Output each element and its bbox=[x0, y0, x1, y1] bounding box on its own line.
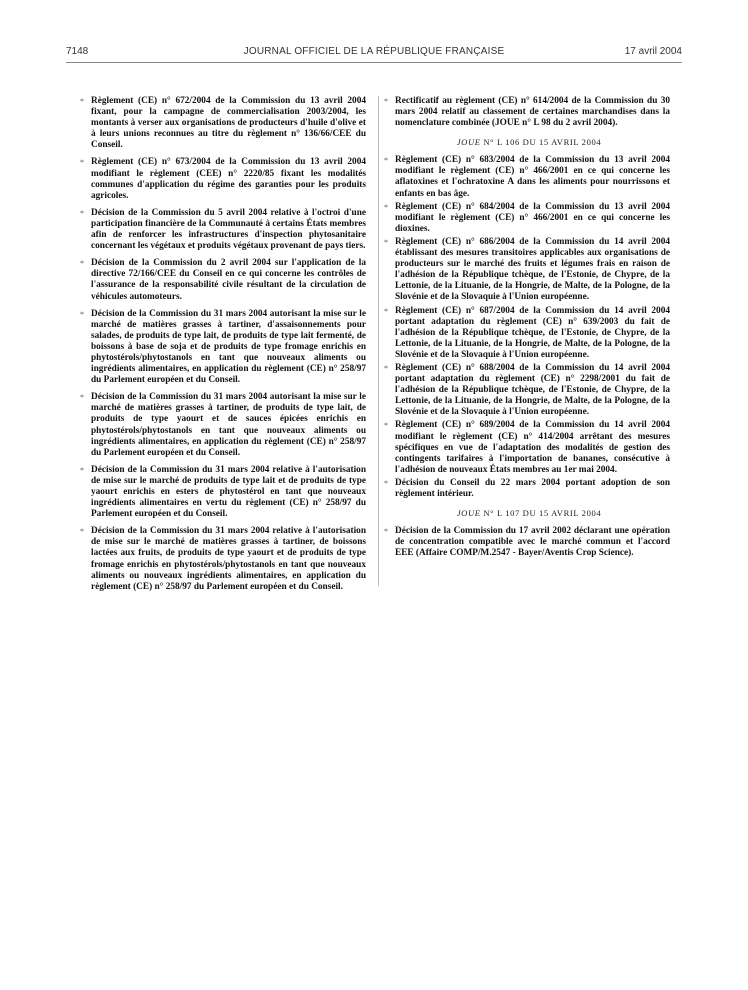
list-item bbox=[80, 464, 366, 520]
list-item bbox=[384, 477, 670, 500]
list-item bbox=[384, 362, 670, 418]
section-l107-list bbox=[384, 526, 670, 559]
entry-text: Règlement (CE) n° 689/2004 de la Commission du 14 avril 2004 modifiant le règlement (CE) n° 414/2004 arrêtant des mesures spécifiques en vue de l'adaptation des modalités de gestion des contingents tarifaires à l'importation de bananes, consécutive à l'adhésion de nouveaux États membres au 1er mai 2004. bbox=[395, 420, 670, 475]
page-header bbox=[66, 44, 682, 63]
entry-text: Décision de la Commission du 31 mars 2004 autorisant la mise sur le marché de matières grasses à tartiner, d'assaisonnements pour salades, de produits de type lait, de produits de type lait fermenté, de boissons à base de soja et de produits de type fromage enrichis en phytostérols/phytostanols en tant que nouveaux aliments ou ingrédients alimentaires, en application du règlement (CE) n° 258/97 du Parlement européen et du Conseil. bbox=[91, 308, 366, 386]
bullet-marker: * bbox=[384, 527, 388, 537]
entry-text: Règlement (CE) n° 672/2004 de la Commission du 13 avril 2004 fixant, pour la campagne de commercialisation 2003/2004, les montants à verser aux organisations de producteurs d'huile d'olive et à leurs unions reconnues au titre du règlement n° 136/66/CEE du Conseil. bbox=[91, 96, 366, 151]
bullet-marker: * bbox=[80, 309, 84, 319]
entry-text: Décision de la Commission du 31 mars 2004 relative à l'autorisation de mise sur le marché de produits de type lait et de produits de type yaourt enrichis en esters de phytostérol en tant que nouveaux ingrédients alimentaires en vertu du règlement (CE) n° 258/97 du Parlement européen et du Conseil. bbox=[91, 464, 366, 520]
bullet-marker: * bbox=[80, 465, 84, 475]
column-divider bbox=[378, 96, 379, 586]
page-number: 7148 bbox=[66, 46, 89, 57]
entry-text: Règlement (CE) n° 686/2004 de la Commission du 14 avril 2004 établissant des mesures transitoires applicables aux organisations de producteurs sur le marché des fruits et légumes frais en raison de l'adhésion de la République tchèque, de l'Estonie, de Chypre, de la Lettonie, de la Lituanie, de la Hongrie, de Malte, de la Pologne, de la Slovénie et de la Slovaquie à l'Union européenne. bbox=[395, 236, 670, 303]
list-item bbox=[384, 201, 670, 235]
list-item bbox=[384, 305, 670, 361]
list-item bbox=[384, 420, 670, 475]
journal-title: JOURNAL OFFICIEL DE LA RÉPUBLIQUE FRANÇAISE bbox=[243, 46, 505, 57]
entry-text: Rectificatif au règlement (CE) n° 614/2004 de la Commission du 30 mars 2004 relatif au classement de certaines marchandises dans la nomenclature combinée (JOUE n° L 98 du 2 avril 2004). bbox=[395, 96, 670, 129]
entry-text: Décision de la Commission du 2 avril 2004 sur l'application de la directive 72/166/CEE du Conseil en ce qui concerne les contrôles de l'assurance de la responsabilité civile résultant de la circulation de véhicules automoteurs. bbox=[91, 258, 366, 302]
entry-text: Décision de la Commission du 31 mars 2004 autorisant la mise sur le marché de matières grasses à tartiner, de produits de type lait, de produits de type yaourt et de sauces épicées enrichis en phytostérols/phytostanols en tant que nouveaux aliments ou ingrédients alimentaires, en application du règlement (CE) n° 258/97 du Parlement européen et du Conseil. bbox=[91, 392, 366, 458]
list-item bbox=[80, 392, 366, 459]
bullet-marker: * bbox=[384, 363, 388, 373]
bullet-marker: * bbox=[80, 208, 84, 218]
bullet-marker: * bbox=[80, 527, 84, 537]
issue-date: 17 avril 2004 bbox=[624, 46, 682, 57]
left-column bbox=[80, 96, 366, 599]
bullet-marker: * bbox=[384, 202, 388, 212]
list-item bbox=[80, 207, 366, 252]
entry-text: Décision de la Commission du 17 avril 2002 déclarant une opération de concentration compatible avec le marché commun et l'accord EEE (Affaire COMP/M.2547 - Bayer/Aventis Crop Science). bbox=[395, 526, 670, 559]
list-item bbox=[384, 236, 670, 304]
list-item bbox=[80, 96, 366, 151]
bullet-marker: * bbox=[384, 421, 388, 431]
right-column bbox=[384, 96, 670, 561]
entry-text: Règlement (CE) n° 673/2004 de la Commission du 13 avril 2004 modifiant le règlement (CEE) n° 2220/85 fixant les modalités communes d'application du régime des garanties pour les produits agricoles. bbox=[91, 157, 366, 201]
list-item bbox=[384, 526, 670, 559]
list-item bbox=[80, 157, 366, 201]
list-item bbox=[80, 308, 366, 387]
bullet-marker: * bbox=[80, 393, 84, 403]
list-item bbox=[80, 526, 366, 593]
bullet-marker: * bbox=[80, 259, 84, 269]
entry-text: Règlement (CE) n° 687/2004 de la Commission du 14 avril 2004 portant adaptation du règlement (CE) n° 639/2003 du fait de l'adhésion de la République tchèque, de l'Estonie, de Chypre, de la Lettonie, de la Lituanie, de la Hongrie, de Malte, de la Pologne, de la Slovénie et de la Slovaquie à l'Union européenne. bbox=[395, 305, 670, 360]
entry-text: Décision de la Commission du 5 avril 2004 relative à l'octroi d'une participation financière de la Communauté à certains États membres afin de renforcer les infrastructures d'inspection phytosanitaire concernant les végétaux et produits végétaux provenant de pays tiers. bbox=[91, 207, 366, 252]
entry-text: Règlement (CE) n° 688/2004 de la Commission du 14 avril 2004 portant adaptation du règlement (CE) n° 2298/2001 du fait de l'adhésion de la République tchèque, de l'Estonie, de Chypre, de la Lettonie, de la Lituanie, de la Hongrie, de Malte, de la Pologne, de la Slovénie et de la Slovaquie à l'Union européenne. bbox=[395, 362, 670, 418]
section-heading-l107: JOUE N° L 107 DU 15 AVRIL 2004 bbox=[456, 508, 602, 519]
entry-text: Règlement (CE) n° 683/2004 de la Commission du 13 avril 2004 modifiant le règlement (CE) n° 466/2001 en ce qui concerne les aflatoxines et l'ochratoxine A dans les aliments pour nourrissons et enfants en bas âge. bbox=[395, 155, 670, 199]
bullet-marker: * bbox=[384, 156, 388, 166]
section-heading-l106: JOUE N° L 106 DU 15 AVRIL 2004 bbox=[456, 137, 602, 148]
entry-text: Décision de la Commission du 31 mars 2004 relative à l'autorisation de mise sur le marché de matières grasses à tartiner, de boissons lactées aux fruits, de produits de type yaourt et de produits de type fromage enrichis en phytostérols/phytostanols en tant que nouveaux aliments ou nouveaux ingrédients alimentaires, en application du règlement (CE) n° 258/97 du Parlement européen et du Conseil. bbox=[91, 526, 366, 592]
entry-text: Règlement (CE) n° 684/2004 de la Commission du 13 avril 2004 modifiant le règlement (CE) n° 466/2001 en ce qui concerne les dioxines. bbox=[395, 201, 670, 234]
entry-text: Décision du Conseil du 22 mars 2004 portant adoption de son règlement intérieur. bbox=[395, 477, 670, 499]
bullet-marker: * bbox=[384, 478, 388, 488]
list-item bbox=[384, 96, 670, 129]
bullet-marker: * bbox=[384, 306, 388, 316]
list-item bbox=[384, 155, 670, 199]
bullet-marker: * bbox=[384, 97, 388, 106]
bullet-marker: * bbox=[80, 97, 84, 106]
section-l106-list bbox=[384, 155, 670, 500]
bullet-marker: * bbox=[384, 237, 388, 247]
list-item bbox=[80, 258, 366, 302]
bullet-marker: * bbox=[80, 158, 84, 168]
